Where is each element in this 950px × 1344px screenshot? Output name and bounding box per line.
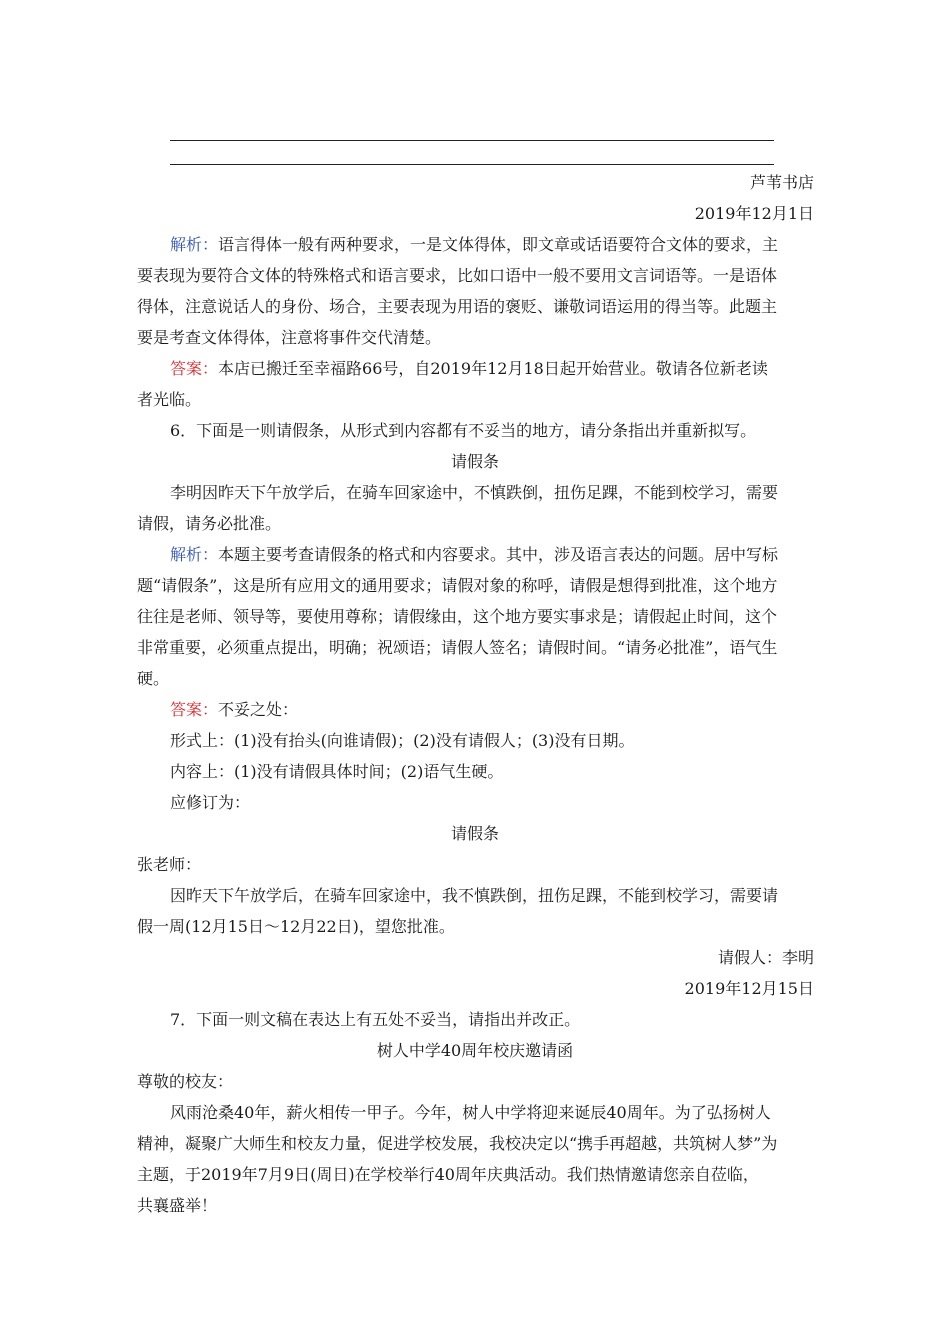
q6-note-line-1: 李明因昨天下午放学后，在骑车回家途中，不慎跌倒，扭伤足踝，不能到校学习，需要: [170, 483, 779, 502]
q5-analysis-line-4: 要是考查文体得体，注意将事件交代清楚。: [137, 328, 442, 347]
q7-body-line-4: 共襄盛举！: [137, 1196, 218, 1215]
q6-analysis-line-3: 往往是老师、领导等，要使用尊称；请假缘由，这个地方要实事求是；请假起止时间，这个: [137, 607, 778, 626]
q6-salutation: 张老师：: [137, 855, 202, 874]
q6-signer: 请假人：李明: [717, 948, 814, 967]
q5-analysis-line-3: 得体，注意说话人的身份、场合，主要表现为用语的褒贬、谦敬词语运用的得当等。此题主: [137, 297, 778, 316]
q5-answer-line-1: 答案：本店已搬迁至幸福路66号，自2019年12月18日起开始营业。敬请各位新老读: [170, 359, 768, 378]
q6-date: 2019年12月15日: [684, 979, 814, 998]
q6-answer-line: 答案：不妥之处：: [170, 700, 299, 719]
q6-analysis-line-1: 解析：本题主要考查请假条的格式和内容要求。其中，涉及语言表达的问题。居中写标: [170, 545, 779, 564]
q6-revise-intro: 应修订为：: [170, 793, 251, 812]
analysis-label: 解析：: [170, 235, 219, 254]
q7-title: 树人中学40周年校庆邀请函: [376, 1041, 574, 1060]
q6-revised-line-2: 假一周(12月15日～12月22日)，望您批准。: [137, 917, 455, 936]
q7-question: 7．下面一则文稿在表达上有五处不妥当，请指出并改正。: [170, 1010, 581, 1029]
store-date: 2019年12月1日: [694, 204, 814, 223]
q6-note-title: 请假条: [450, 452, 499, 471]
q7-body-line-3: 主题，于2019年7月9日(周日)在学校举行40周年庆典活动。我们热情邀请您亲自莅临，: [137, 1165, 759, 1184]
store-signature: 芦苇书店: [749, 173, 814, 192]
q7-body-line-2: 精神，凝聚广大师生和校友力量，促进学校发展，我校决定以“携手再超越，共筑树人梦”为: [137, 1134, 778, 1153]
q5-analysis-line-1: 解析：语言得体一般有两种要求，一是文体得体，即文章或话语要符合文体的要求，主: [170, 235, 779, 254]
q7-body-line-1: 风雨沧桑40年，薪火相传一甲子。今年，树人中学将迎来诞辰40周年。为了弘扬树人: [170, 1103, 771, 1122]
q7-salutation: 尊敬的校友：: [137, 1072, 234, 1091]
blank-line-2: [170, 164, 774, 165]
q5-analysis-line-2: 要表现为要符合文体的特殊格式和语言要求，比如口语中一般不要用文言词语等。一是语体: [137, 266, 778, 285]
q6-analysis-line-2: 题“请假条”，这是所有应用文的通用要求；请假对象的称呼，请假是想得到批准，这个地方: [137, 576, 778, 595]
blank-line-1: [170, 140, 774, 141]
q6-revised-line-1: 因昨天下午放学后，在骑车回家途中，我不慎跌倒，扭伤足踝，不能到校学习，需要请: [170, 886, 779, 905]
q6-note-line-2: 请假，请务必批准。: [137, 514, 282, 533]
q5-answer-line-2: 者光临。: [137, 390, 202, 409]
q6-form-issues: 形式上：(1)没有抬头(向谁请假)；(2)没有请假人；(3)没有日期。: [170, 731, 635, 750]
answer-label: 答案：: [170, 700, 219, 719]
q6-question: 6．下面是一则请假条，从形式到内容都有不妥当的地方，请分条指出并重新拟写。: [170, 421, 757, 440]
q6-revised-title: 请假条: [450, 824, 499, 843]
analysis-label: 解析：: [170, 545, 219, 564]
answer-label: 答案：: [170, 359, 219, 378]
q6-analysis-line-5: 硬。: [137, 669, 170, 688]
q6-analysis-line-4: 非常重要，必须重点提出，明确；祝颂语；请假人签名；请假时间。“请务必批准”，语气生: [137, 638, 778, 657]
q6-content-issues: 内容上：(1)没有请假具体时间；(2)语气生硬。: [170, 762, 504, 781]
